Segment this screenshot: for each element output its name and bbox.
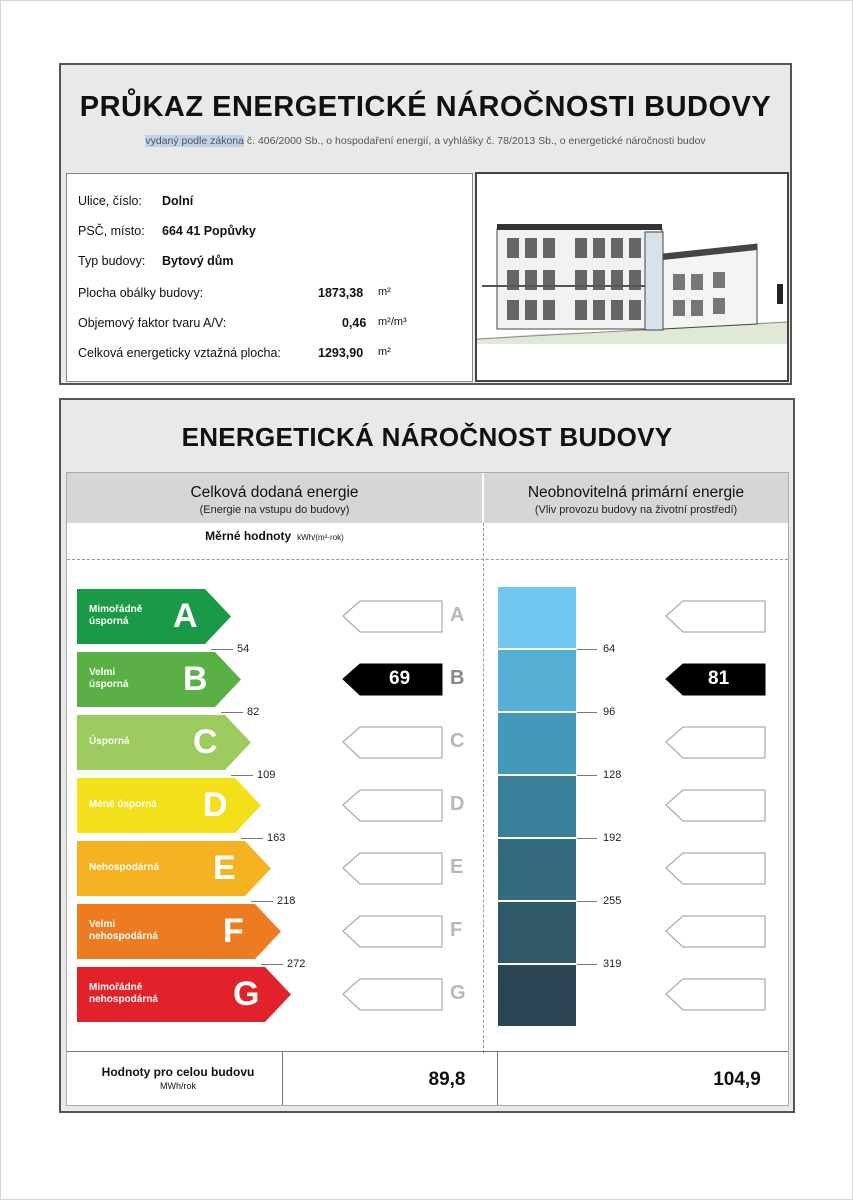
left-specific-value: 69 [389, 668, 411, 689]
specific-values-unit: kWh/(m²·rok) [297, 533, 344, 542]
rating-panel [66, 472, 789, 1106]
class-name-d: Méně úsporná [89, 799, 157, 810]
left-threshold-line-3 [231, 775, 253, 776]
primary-bar-e [498, 839, 576, 900]
left-column-subtitle: (Energie na vstupu do budovy) [199, 504, 350, 516]
zip-row [78, 224, 256, 238]
class-name-e: Nehospodárná [89, 862, 160, 873]
right-specific-value: 81 [708, 668, 730, 689]
primary-bar-c [498, 713, 576, 774]
right-class-outline-e [665, 852, 767, 886]
right-threshold-3: 128 [603, 769, 622, 781]
left-threshold-line-5 [251, 901, 273, 902]
subtitle-highlight: vydaný podle zákona [145, 135, 244, 147]
shape-label: Objemový faktor tvaru A/V: [78, 316, 227, 330]
class-letter-d: D [203, 786, 228, 824]
totals-label: Hodnoty pro celou budovu [101, 1065, 255, 1079]
certificate-subtitle [61, 135, 790, 147]
left-threshold-line-6 [261, 964, 283, 965]
left-total-value: 89,8 [428, 1069, 466, 1090]
floor-value: 1293,90 [318, 346, 364, 360]
subtitle-rest: č. 406/2000 Sb., o hospodaření energií, a vyhlášky č. 78/2013 Sb., o energetické náročnosti budov [243, 135, 706, 147]
envelope-row [78, 286, 458, 300]
primary-bar-f [498, 902, 576, 963]
left-threshold-5: 218 [277, 895, 296, 907]
right-threshold-line-1 [577, 649, 597, 650]
class-letter-e: E [213, 849, 236, 887]
primary-bar-b [498, 650, 576, 711]
street-value: Dolní [162, 194, 194, 208]
shape-value: 0,46 [342, 316, 367, 330]
energy-rating-section [59, 398, 795, 1113]
right-column-subtitle: (Vliv provozu budovy na životní prostředí) [534, 504, 738, 516]
class-arrow-a [77, 589, 231, 644]
certificate-title: PRŮKAZ ENERGETICKÉ NÁROČNOSTI BUDOVY [79, 91, 772, 123]
column-divider [483, 523, 484, 1053]
class-arrow-g [77, 967, 291, 1022]
left-class-outline-d [342, 789, 444, 823]
class-letter-b: B [183, 660, 208, 698]
class-arrow-e [77, 841, 271, 896]
left-class-label-f: F [450, 919, 463, 941]
shape-unit: m²/m³ [378, 316, 407, 328]
right-threshold-line-2 [577, 712, 597, 713]
class-name-a: Mimořádně úsporná [89, 604, 143, 627]
left-class-label-e: E [450, 856, 464, 878]
right-threshold-6: 319 [603, 958, 622, 970]
left-threshold-line-1 [211, 649, 233, 650]
right-total-value: 104,9 [713, 1069, 761, 1090]
right-threshold-1: 64 [603, 643, 616, 655]
specific-values-label [67, 529, 482, 543]
class-name-f: Velmi nehospodárná [89, 919, 158, 942]
building-drawing [477, 174, 787, 380]
class-name-c: Úsporná [89, 736, 130, 747]
right-threshold-4: 192 [603, 832, 622, 844]
left-class-label-c: C [450, 730, 465, 752]
right-column-header [484, 473, 788, 523]
zip-label: PSČ, místo: [78, 224, 145, 238]
left-threshold-6: 272 [287, 958, 306, 970]
certificate-header-section [59, 63, 792, 385]
left-class-outline-a [342, 600, 444, 634]
floor-label: Celková energeticky vztažná plocha: [78, 346, 281, 360]
zip-value: 664 41 Popůvky [162, 224, 256, 238]
left-class-label-b: B [450, 667, 465, 689]
primary-bar-a [498, 587, 576, 648]
right-threshold-5: 255 [603, 895, 622, 907]
right-class-outline-g [665, 978, 767, 1012]
class-letter-g: G [233, 975, 260, 1013]
left-column-title: Celková dodaná energie [190, 484, 359, 501]
right-class-outline-f [665, 915, 767, 949]
right-threshold-line-5 [577, 901, 597, 902]
right-column-title: Neobnovitelná primární energie [527, 484, 745, 501]
left-threshold-line-2 [221, 712, 243, 713]
left-threshold-2: 82 [247, 706, 260, 718]
envelope-value: 1873,38 [318, 286, 364, 300]
left-class-outline-f [342, 915, 444, 949]
envelope-label: Plocha obálky budovy: [78, 286, 204, 300]
rating-title: ENERGETICKÁ NÁROČNOST BUDOVY [181, 422, 673, 452]
primary-bar-d [498, 776, 576, 837]
left-class-outline-c [342, 726, 444, 760]
right-threshold-line-3 [577, 775, 597, 776]
class-letter-c: C [193, 723, 218, 761]
class-name-g: Mimořádně nehospodárná [89, 982, 158, 1005]
right-class-outline-a [665, 600, 767, 634]
floor-area-row [78, 346, 458, 360]
right-threshold-line-4 [577, 838, 597, 839]
building-elevation-image [475, 172, 789, 382]
type-label: Typ budovy: [78, 254, 146, 268]
left-class-label-g: G [450, 982, 466, 1004]
primary-bar-g [498, 965, 576, 1026]
floor-unit: m² [378, 346, 391, 358]
class-arrow-b [77, 652, 241, 707]
totals-unit: MWh/rok [160, 1081, 196, 1091]
left-threshold-3: 109 [257, 769, 276, 781]
class-letter-a: A [173, 597, 198, 635]
right-class-outline-d [665, 789, 767, 823]
class-name-b: Velmi úsporná [89, 667, 129, 690]
type-row [78, 254, 234, 268]
left-class-label-a: A [450, 604, 465, 626]
type-value: Bytový dům [162, 254, 234, 268]
right-threshold-2: 96 [603, 706, 616, 718]
left-threshold-line-4 [241, 838, 263, 839]
left-class-label-d: D [450, 793, 465, 815]
right-class-outline-c [665, 726, 767, 760]
class-arrow-d [77, 778, 261, 833]
class-arrow-f [77, 904, 281, 959]
left-threshold-1: 54 [237, 643, 250, 655]
left-class-outline-e [342, 852, 444, 886]
left-threshold-4: 163 [267, 832, 286, 844]
header-divider [67, 559, 788, 560]
envelope-unit: m² [378, 286, 391, 298]
building-info-box [66, 173, 473, 382]
class-arrow-c [77, 715, 251, 770]
street-label: Ulice, číslo: [78, 194, 142, 208]
left-class-outline-g [342, 978, 444, 1012]
left-column-header [67, 473, 482, 523]
class-letter-f: F [223, 912, 244, 950]
specific-values-text: Měrné hodnoty [205, 529, 292, 543]
right-threshold-line-6 [577, 964, 597, 965]
shape-row [78, 316, 458, 330]
totals-divider [67, 1051, 788, 1052]
street-row [78, 194, 194, 208]
